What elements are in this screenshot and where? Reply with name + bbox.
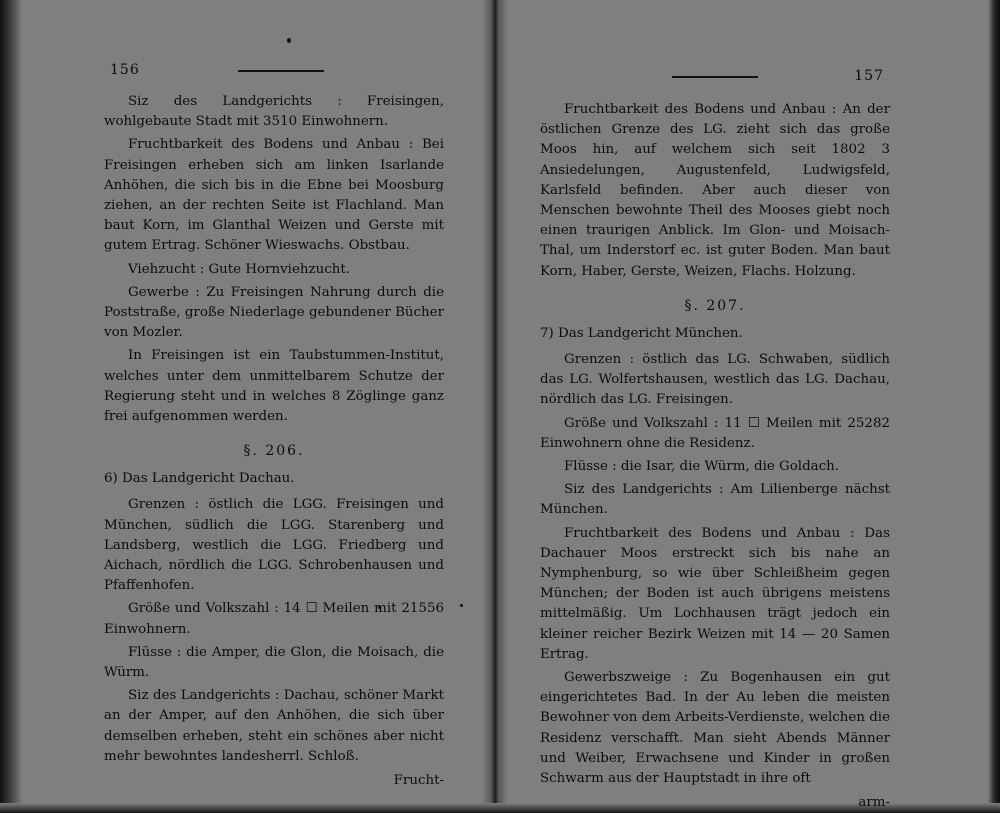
paragraph: Fruchtbarkeit des Bodens und Anbau : Bei Freisingen erheben sich am linken Isarlande Anhöhen, die sich bis in die Ebne bei Moosburg ziehen, an der rechten Seite ist Flachland. Man baut Korn, im Glanthal Weizen und Gerste mit gutem Ertrag. Schöner Wieswachs. Obstbau. <box>104 137 444 254</box>
header-rule <box>238 70 324 72</box>
left-book-edge <box>0 0 22 813</box>
paragraph: Fruchtbarkeit des Bodens und Anbau : Das Dachauer Moos erstreckt sich bis nahe an Nymphenburg, so wie über Schleißheim gegen München; der Boden ist auch übrigens meistens mittelmäßig. Um Lochhausen trägt jedoch ein kleiner reicher Bezirk Weizen mit 14 — 20 Samen Ertrag. <box>540 525 890 662</box>
paragraph: Gewerbszweige : Zu Bogenhausen ein gut eingerichtetes Bad. In der Au leben die meisten Bewohner von dem Arbeits-Verdienste, welchen die Residenz verschafft. Man sieht Abends Männer und Weiber, Erwachsene und Kinder in großen Schwarm aus der Hauptstadt in ihre oft <box>540 670 890 787</box>
book-gutter <box>482 0 508 813</box>
left-page <box>104 0 444 813</box>
paragraph: Flüsse : die Isar, die Würm, die Goldach. <box>564 459 840 475</box>
paragraph: In Freisingen ist ein Taubstummen-Institut, welches unter dem unmittelbarem Schutze der Regierung steht und in welches 8 Zöglinge ganz frei aufgenommen werden. <box>104 348 444 425</box>
paragraph: Grenzen : östlich das LG. Schwaben, südlich das LG. Wolfertshausen, westlich das LG. Dachau, nördlich das LG. Freisingen. <box>540 352 890 408</box>
paragraph: Flüsse : die Amper, die Glon, die Moisach, die Würm. <box>104 644 444 681</box>
section-mark: §. 207. <box>684 297 746 314</box>
right-book-edge <box>988 0 1000 813</box>
header-rule <box>672 76 758 78</box>
right-page <box>540 0 890 813</box>
paragraph: Größe und Volkszahl : 11 ☐ Meilen mit 25282 Einwohnern ohne die Residenz. <box>540 415 890 451</box>
text-column <box>540 100 890 813</box>
section-heading: 7) Das Landgericht München. <box>540 325 743 341</box>
page-number: 157 <box>854 68 884 84</box>
catchword: Frucht- <box>393 773 444 789</box>
paragraph: Siz des Landgerichts : Freisingen, wohlgebaute Stadt mit 3510 Einwohnern. <box>104 94 444 130</box>
catchword: arm- <box>858 795 890 811</box>
page-number: 156 <box>110 62 140 78</box>
paragraph: Viehzucht : Gute Hornviehzucht. <box>128 261 350 277</box>
ink-speck <box>460 604 463 607</box>
paragraph: Gewerbe : Zu Freisingen Nahrung durch die Poststraße, große Niederlage gebundener Bücher von Mozler. <box>104 284 444 341</box>
text-column <box>104 92 444 791</box>
paragraph: Größe und Volkszahl : 14 ☐ Meilen mit 21556 Einwohnern. <box>104 601 444 637</box>
paragraph: Grenzen : östlich die LGG. Freisingen und München, südlich die LGG. Starenberg und Landsberg, westlich die LGG. Friedberg und Aichach, nördlich die LGG. Schrobenhausen und Pfaffenhofen. <box>104 497 444 594</box>
section-mark: §. 206. <box>243 443 305 460</box>
paragraph: Siz des Landgerichts : Am Lilienberge nächst München. <box>540 482 890 518</box>
section-heading: 6) Das Landgericht Dachau. <box>104 471 295 487</box>
paragraph: Fruchtbarkeit des Bodens und Anbau : An der östlichen Grenze des LG. zieht sich das große Moos hin, auf welchem sich seit 1802 3 Ansiedelungen, Augustenfeld, Ludwigsfeld, Karlsfeld befinden. Aber auch dieser von Menschen bewohnte Theil des Mooses giebt noch einen traurigen Anblick. Im Glon- und Moisach-Thal, um Inderstorf ec. ist guter Boden. Man baut Korn, Haber, Gerste, Weizen, Flachs. Holzung. <box>540 102 890 279</box>
paragraph: Siz des Landgerichts : Dachau, schöner Markt an der Amper, auf den Anhöhen, die sich über demselben erheben, steht ein schönes aber nicht mehr bewohntes landesherrl. Schloß. <box>104 688 444 764</box>
